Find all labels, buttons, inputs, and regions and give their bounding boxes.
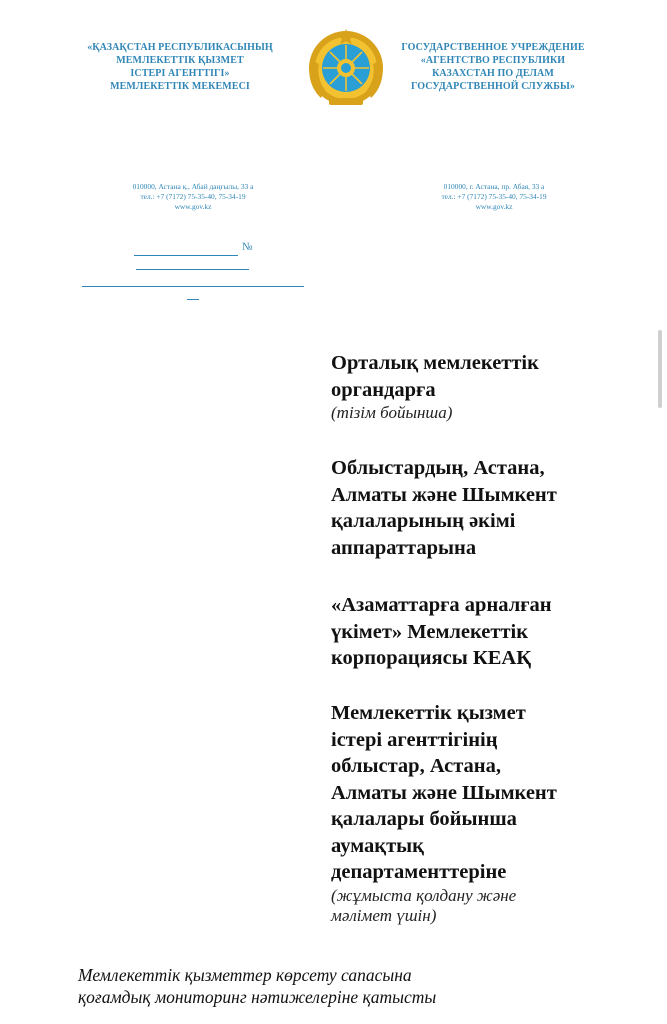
registration-reference-line [82, 286, 304, 287]
header-right-line: КАЗАХСТАН ПО ДЕЛАМ [432, 68, 554, 79]
recipient-name-line: үкімет» Мемлекеттік [331, 620, 529, 643]
subject-line: қоғамдық мониторинг нәтижелеріне қатысты [78, 987, 437, 1007]
address-website: www.gov.kz [475, 202, 513, 211]
recipient-name-line: аппараттарына [331, 536, 477, 559]
recipient-name-line: аумақтық [331, 834, 424, 857]
recipient-block [331, 592, 631, 672]
recipient-note [331, 403, 631, 423]
header-right-line: ГОСУДАРСТВЕННОЕ УЧРЕЖДЕНИЕ [401, 42, 585, 53]
header-left-line: МЕМЛЕКЕТТІК ҚЫЗМЕТ [116, 55, 244, 66]
header-right-line: ГОСУДАРСТВЕННОЙ СЛУЖБЫ» [411, 81, 575, 92]
address-line: 010000, г. Астана, пр. Абая, 33 а [443, 182, 545, 191]
recipient-block [331, 455, 631, 561]
recipient-name-line: «Азаматтарға арналған [331, 594, 552, 616]
vertical-scrollbar-thumb[interactable] [658, 330, 662, 408]
recipient-name-line: қалаларының әкімі [331, 510, 516, 532]
address-right-russian [384, 182, 604, 212]
registration-date-line [134, 255, 238, 256]
kazakhstan-state-emblem-icon [307, 28, 385, 108]
recipient-name-line: облыстар, Астана, [331, 755, 501, 777]
recipient-note-line: мәлімет үшін) [331, 905, 437, 925]
header-left-line: ІСТЕРІ АГЕНТТІГІ» [130, 68, 230, 79]
recipient-name-line: Мемлекеттік қызмет [331, 702, 526, 724]
recipient-name-line: қалалары бойынша [331, 808, 517, 830]
recipient-name-line: Алматы және Шымкент [331, 781, 557, 804]
registration-short-line [187, 299, 199, 300]
recipient-name [331, 455, 631, 561]
subject-line: Мемлекеттік қызметтер көрсету сапасына [78, 965, 412, 985]
recipient-block [331, 700, 631, 926]
recipient-note-line: (жұмыста қолдану және [331, 885, 517, 905]
recipient-name [331, 592, 631, 672]
recipient-note [331, 886, 631, 926]
recipient-name [331, 700, 631, 886]
header-left-line: «ҚАЗАҚСТАН РЕСПУБЛИКАСЫНЫҢ [87, 42, 273, 53]
recipient-name [331, 350, 631, 403]
header-left-line: МЕМЛЕКЕТТІК МЕКЕМЕСІ [110, 81, 250, 92]
recipient-name-line: корпорациясы КЕАҚ [331, 647, 532, 669]
recipient-name-line: Орталық мемлекеттік [331, 352, 539, 374]
recipient-name-line: істері агенттігінің [331, 728, 498, 751]
registration-number-sign: № [242, 241, 253, 253]
recipient-note-line: (тізім бойынша) [331, 403, 453, 422]
recipient-name-line: департаменттеріне [331, 861, 507, 883]
address-left-kazakh [83, 182, 303, 212]
recipient-name-line: органдарға [331, 378, 436, 401]
address-line: тел.: +7 (7172) 75-35-40, 75-34-19 [140, 192, 246, 201]
address-line: тел.: +7 (7172) 75-35-40, 75-34-19 [441, 192, 547, 201]
header-left-kazakh [65, 41, 295, 93]
document-subject [78, 964, 598, 1008]
address-line: 010000, Астана қ., Абай даңғылы, 33 а [132, 182, 254, 191]
header-right-line: «АГЕНТСТВО РЕСПУБЛИКИ [420, 55, 566, 66]
address-website: www.gov.kz [174, 202, 212, 211]
header-right-russian [378, 41, 608, 93]
recipient-block [331, 350, 631, 423]
recipient-name-line: Облыстардың, Астана, [331, 457, 545, 479]
registration-number-line [136, 269, 249, 270]
recipient-name-line: Алматы және Шымкент [331, 483, 557, 506]
